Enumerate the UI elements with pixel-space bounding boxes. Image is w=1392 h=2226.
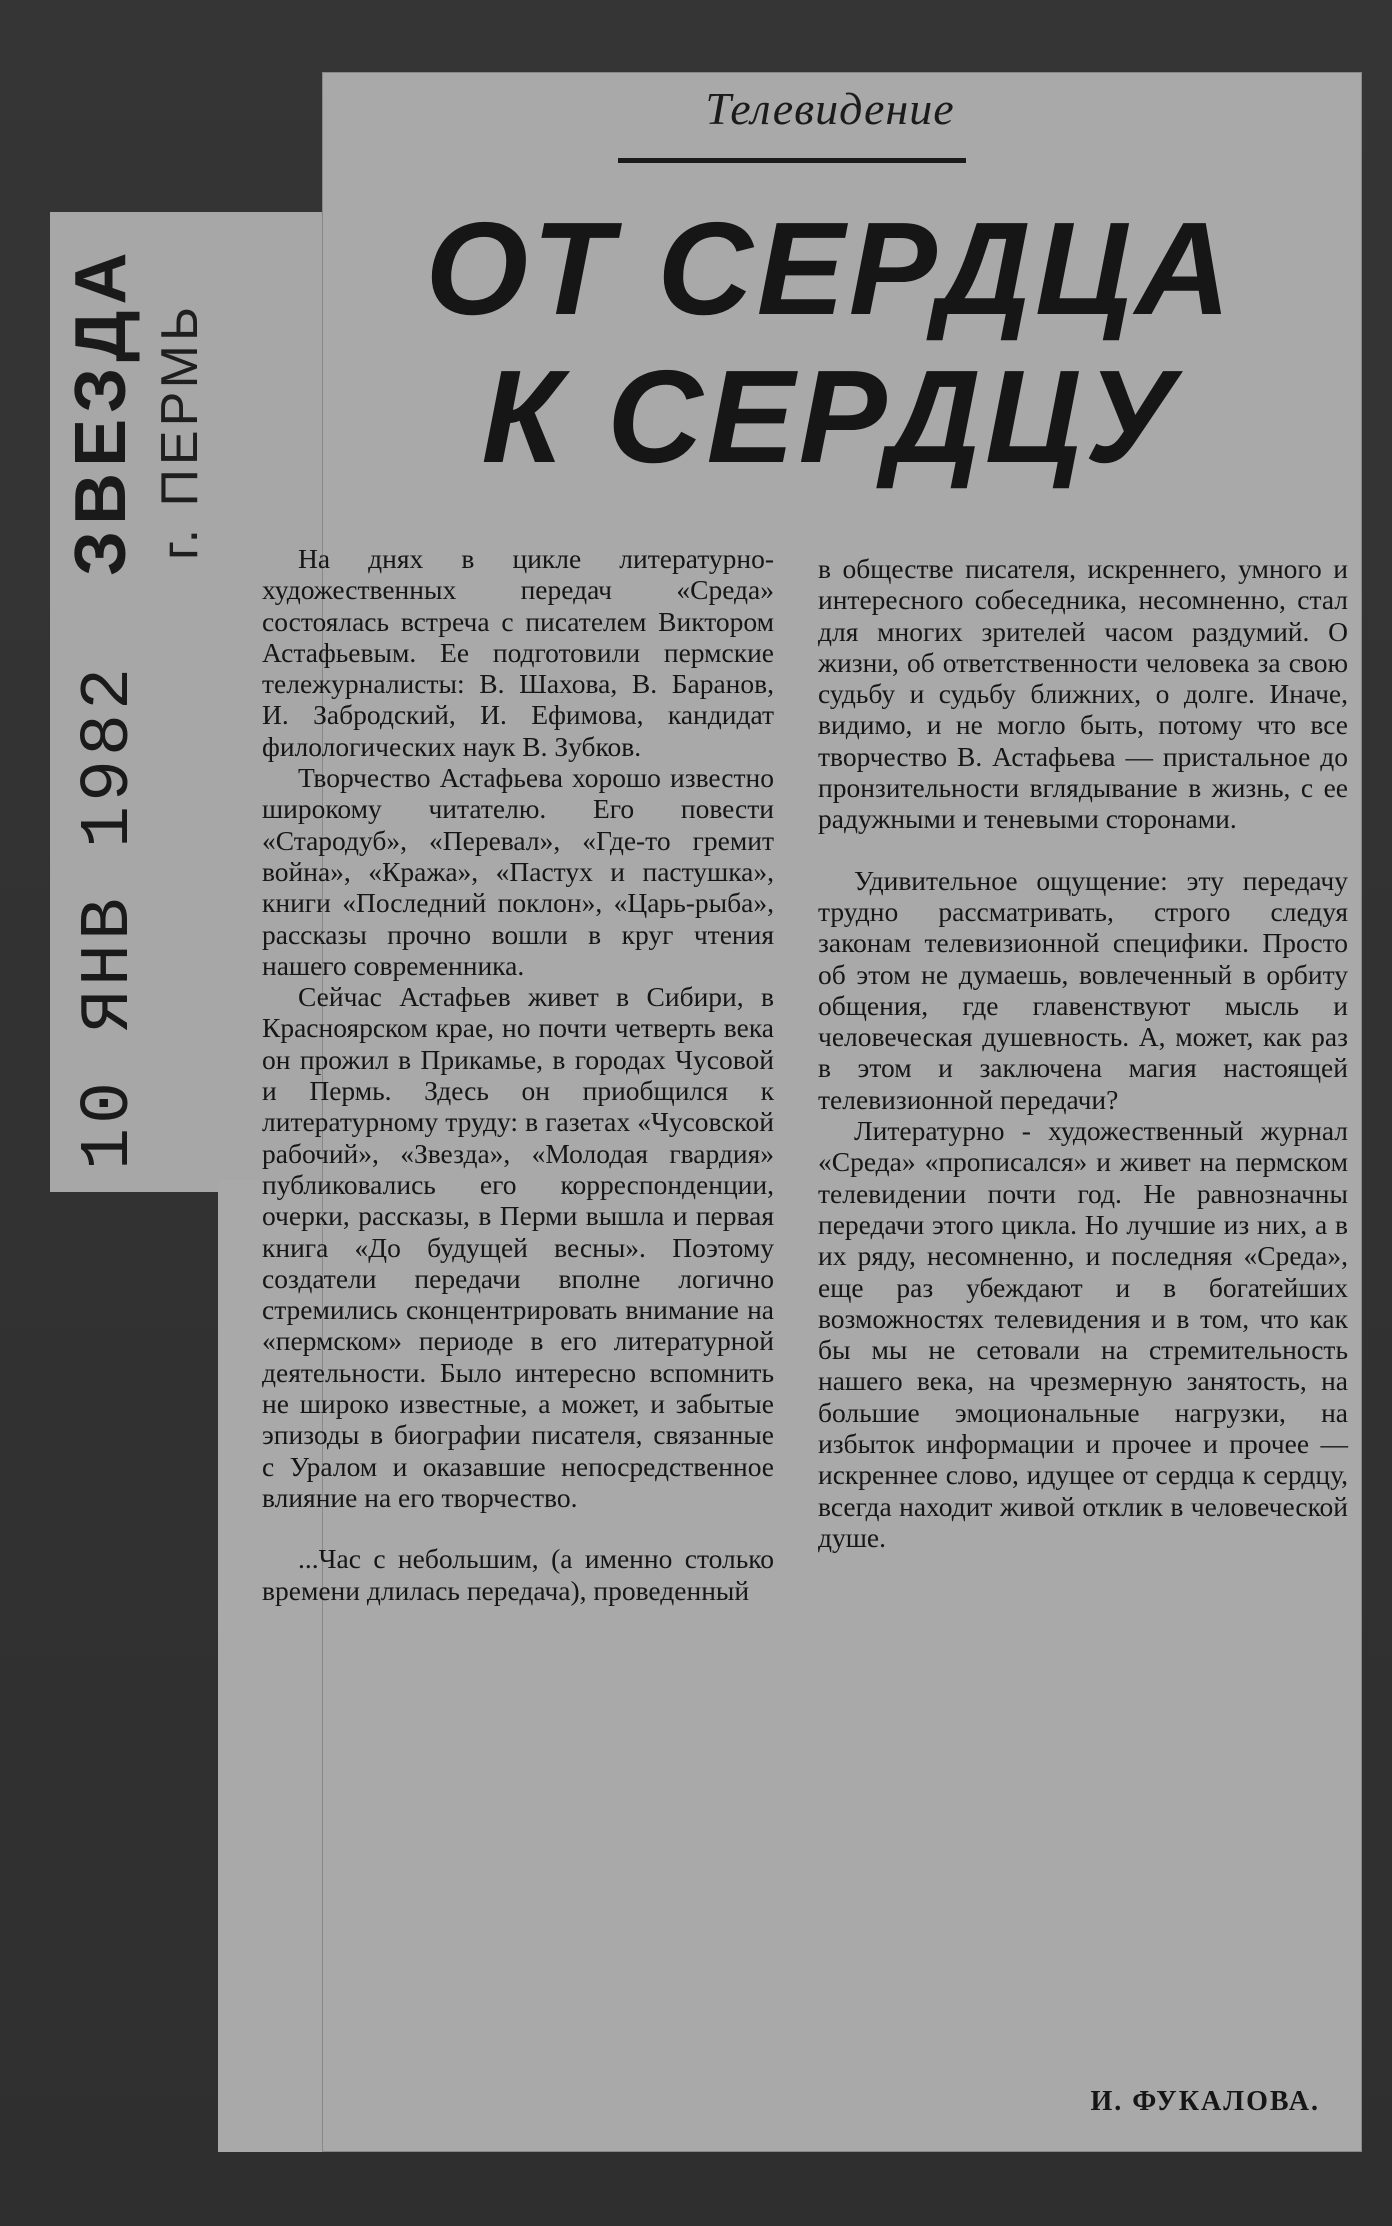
paragraph: Литературно - художественный журнал «Среда» «прописался» и живет на пермском телевидении почти год. Не равнозначны передачи этого цикла. Но лучшие из них, а в их ряду, несомненно, и последняя «Среда», еще раз убеждают и в богатейших возможностях телевидения и в том, что как бы мы не сетовали на стремительность нашего века, на чрезмерную занятость, на большие эмоциональные нагрузки, на избыток информации и прочее и прочее — искреннее слово, идущее от сердца к сердцу, всегда находит живой отклик в человеческой душе. bbox=[818, 1115, 1348, 1553]
article-column-left bbox=[262, 543, 774, 1606]
article-author: И. ФУКАЛОВА. bbox=[1090, 2086, 1320, 2117]
paragraph: ...Час с небольшим, (а именно столько времени длилась передача), проведенный bbox=[262, 1543, 774, 1606]
headline-line-1: ОТ СЕРДЦА bbox=[425, 195, 1235, 342]
paragraph: Творчество Астафьева хорошо известно широкому читателю. Его повести «Стародуб», «Перевал», «Где-то гремит война», «Кража», «Пастух и пастушка», книги «Последний поклон», «Царь-рыба», рассказы прочно вошли в круг чтения нашего современника. bbox=[262, 762, 774, 981]
rubric-underline bbox=[618, 158, 966, 163]
article-headline bbox=[330, 195, 1330, 491]
paragraph-continued: в обществе писателя, искреннего, умного и интересного собеседника, несомненно, стал для многих зрителей часом раздумий. О жизни, об ответственности человека за свою судьбу и судьбу ближних, о долге. Иначе, видимо, и не могло быть, потому что все творчество В. Астафьева — пристальное до пронзительности вглядывание в жизнь, с ее радужными и теневыми сторонами. bbox=[818, 553, 1348, 835]
stamp-newspaper-name: ЗВЕЗДА bbox=[61, 246, 141, 576]
paragraph: Сейчас Астафьев живет в Сибири, в Красноярском крае, но почти четверть века он прожил в Прикамье, в городах Чусовой и Пермь. Здесь он приобщился к литературному труду: в газетах «Чусовской рабочий», «Звезда», «Молодая гвардия» публиковались его корреспонденции, очерки, рассказы, в Перми вышла и первая книга «До будущей весны». Поэтому создатели передачи вполне логично стремились сконцентрировать внимание на «пермском» периоде в его литературной деятельности. Было интересно вспомнить не широко известные, а может, и забытые эпизоды в биографии писателя, связанные с Уралом и оказавшие непосредственное влияние на его творчество. bbox=[262, 981, 774, 1513]
stamp-city: г. ПЕРМЬ bbox=[151, 302, 209, 560]
section-rubric: Телевидение bbox=[705, 83, 955, 134]
stamp-date: 10 ЯНВ 1982 bbox=[70, 663, 149, 1170]
paragraph: На днях в цикле литературно-художественных передач «Среда» состоялась встреча с писателем Виктором Астафьевым. Ее подготовили пермские тележурналисты: В. Шахова, В. Баранов, И. Забродский, И. Ефимова, кандидат филологических наук В. Зубков. bbox=[262, 543, 774, 762]
paragraph: Удивительное ощущение: эту передачу трудно рассматривать, строго следуя законам телевизионной специфики. Просто об этом не думаешь, вовлеченный в орбиту общения, где главенствуют мысль и человеческая душевность. А, может, как раз в этом и заключена магия настоящей телевизионной передачи? bbox=[818, 864, 1348, 1115]
article-column-right bbox=[818, 553, 1348, 1553]
headline-line-2: К СЕРДЦУ bbox=[481, 343, 1179, 490]
